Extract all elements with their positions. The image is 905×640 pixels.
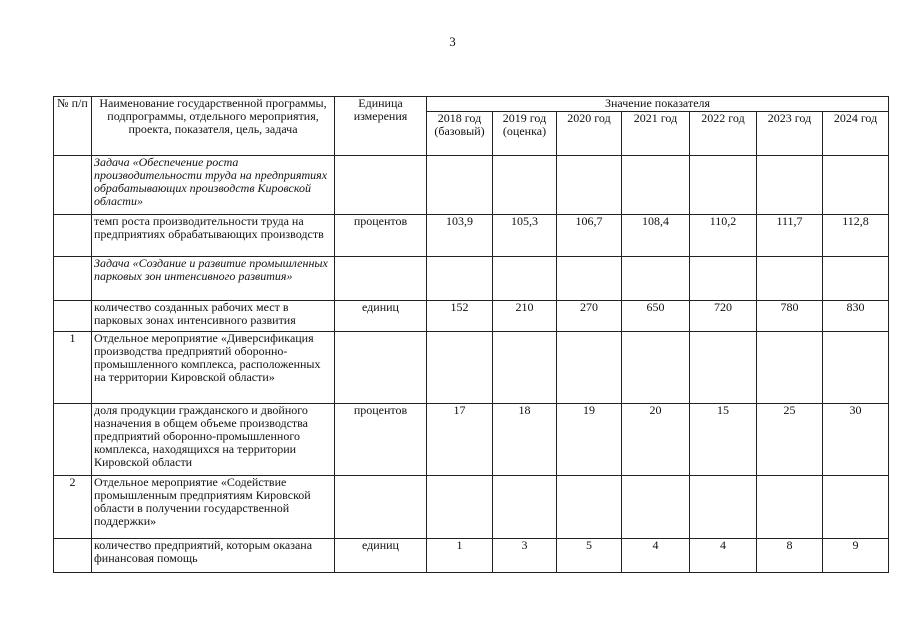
row-value [757,332,823,404]
row-value [690,257,757,301]
indicator-table [53,96,889,573]
row-value: 8 [757,539,823,573]
table-row [54,476,889,539]
table-row [54,301,889,332]
row-unit: единиц [335,539,427,573]
row-value [823,257,889,301]
row-number [54,156,92,215]
row-value [690,332,757,404]
row-unit [335,257,427,301]
header-value-group: Значение показателя [427,97,889,112]
row-value: 4 [622,539,690,573]
row-unit: процентов [335,404,427,476]
row-number: 1 [54,332,92,404]
row-value: 108,4 [622,215,690,257]
row-unit [335,476,427,539]
table-row [54,404,889,476]
row-value [690,156,757,215]
row-value: 5 [557,539,622,573]
row-value: 15 [690,404,757,476]
row-number [54,404,92,476]
row-value [823,332,889,404]
header-year: 2018 год (базовый) [427,112,493,156]
row-value: 20 [622,404,690,476]
table-row [54,257,889,301]
row-value [757,156,823,215]
row-value: 720 [690,301,757,332]
row-value: 106,7 [557,215,622,257]
row-value: 17 [427,404,493,476]
header-unit: Единица измерения [335,97,427,156]
row-name: Задача «Создание и развитие промышленных парковых зон интенсивного развития» [92,257,335,301]
row-number [54,539,92,573]
row-value [622,156,690,215]
row-value: 1 [427,539,493,573]
row-value: 9 [823,539,889,573]
row-name: Отдельное мероприятие «Диверсификация производства предприятий оборонно-промышленного комплекса, расположенных на территории Кировской области» [92,332,335,404]
row-value: 19 [557,404,622,476]
row-value: 18 [493,404,557,476]
row-value: 830 [823,301,889,332]
row-number: 2 [54,476,92,539]
row-name: доля продукции гражданского и двойного назначения в общем объеме производства предприятий оборонно-промышленного комплекса, находящихся на территории Кировской области [92,404,335,476]
header-year: 2020 год [557,112,622,156]
row-unit [335,332,427,404]
row-value: 4 [690,539,757,573]
row-value [823,156,889,215]
row-value [427,476,493,539]
row-value [493,332,557,404]
row-value [427,156,493,215]
row-value: 25 [757,404,823,476]
row-number [54,257,92,301]
row-value [557,257,622,301]
row-value [757,476,823,539]
header-year: 2021 год [622,112,690,156]
row-unit: процентов [335,215,427,257]
row-value [823,476,889,539]
row-value [690,476,757,539]
row-number [54,301,92,332]
row-value [557,476,622,539]
row-value [427,332,493,404]
row-value: 210 [493,301,557,332]
row-name: количество предприятий, которым оказана финансовая помощь [92,539,335,573]
row-name: количество созданных рабочих мест в парковых зонах интенсивного развития [92,301,335,332]
row-name: темп роста производительности труда на предприятиях обрабатывающих производств [92,215,335,257]
row-value: 30 [823,404,889,476]
row-value: 780 [757,301,823,332]
row-value: 110,2 [690,215,757,257]
row-unit: единиц [335,301,427,332]
table-row [54,215,889,257]
row-value: 270 [557,301,622,332]
row-value: 3 [493,539,557,573]
row-value: 112,8 [823,215,889,257]
header-year: 2024 год [823,112,889,156]
row-value: 152 [427,301,493,332]
row-value: 105,3 [493,215,557,257]
row-value [493,257,557,301]
row-value [427,257,493,301]
header-year: 2022 год [690,112,757,156]
row-name: Задача «Обеспечение роста производительности труда на предприятиях обрабатывающих производств Кировской области» [92,156,335,215]
row-value: 650 [622,301,690,332]
row-value [493,476,557,539]
row-name: Отдельное мероприятие «Содействие промышленным предприятиям Кировской области в получении государственной поддержки» [92,476,335,539]
header-name: Наименование государственной программы, подпрограммы, отдельного мероприятия, проекта, показателя, цель, задача [92,97,335,156]
row-value [493,156,557,215]
header-no: № п/п [54,97,92,156]
row-value [557,156,622,215]
header-year: 2019 год (оценка) [493,112,557,156]
row-number [54,215,92,257]
row-value: 111,7 [757,215,823,257]
table-row [54,332,889,404]
table-row [54,156,889,215]
row-value: 103,9 [427,215,493,257]
row-value [622,257,690,301]
page-number: 3 [449,34,456,49]
row-unit [335,156,427,215]
row-value [622,476,690,539]
header-year: 2023 год [757,112,823,156]
row-value [757,257,823,301]
table-row [54,539,889,573]
row-value [622,332,690,404]
row-value [557,332,622,404]
